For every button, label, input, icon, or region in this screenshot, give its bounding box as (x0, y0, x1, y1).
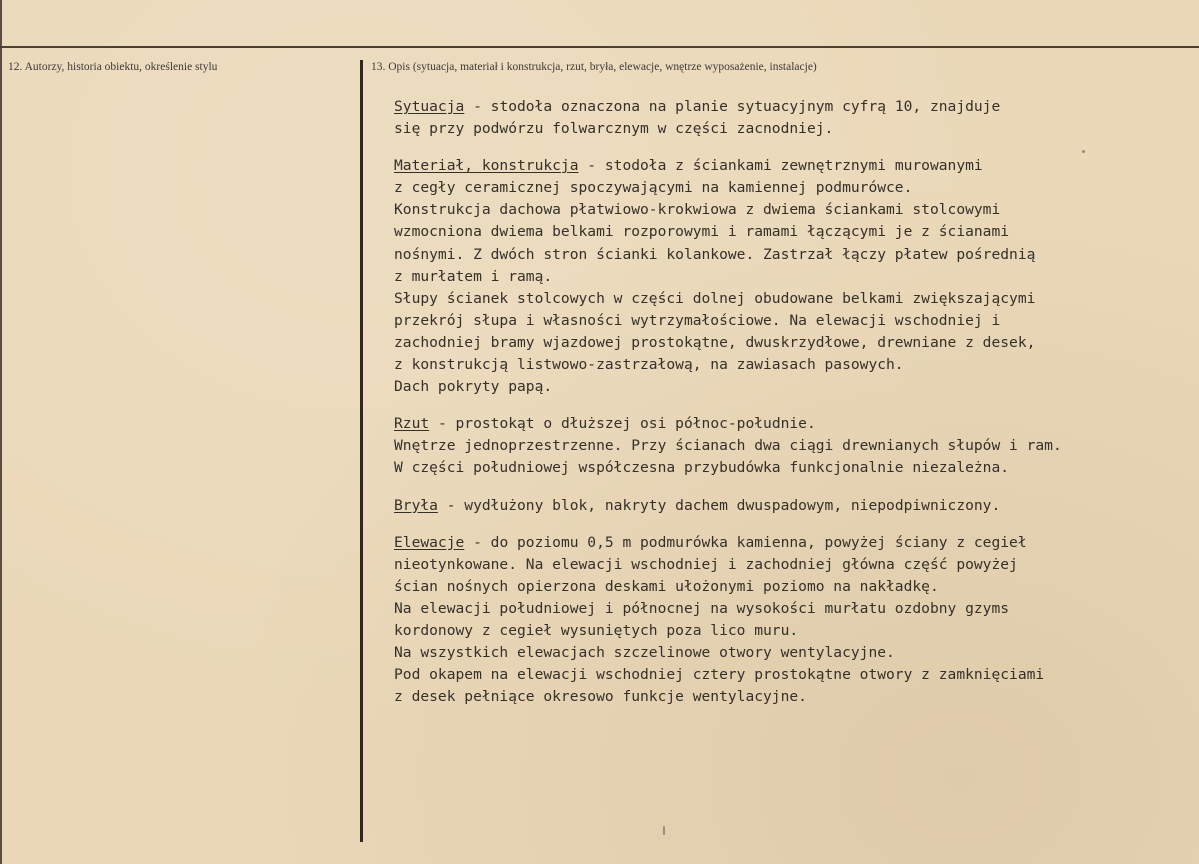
heading-material-konstrukcja: Materiał, konstrukcja (394, 157, 579, 175)
text-line-content: - stodoła oznaczona na planie sytuacyjnym cyfrą 10, znajduje (464, 98, 1001, 115)
text-line-content: - wydłużony blok, nakryty dachem dwuspadowym, niepodpiwniczony. (437, 496, 1001, 514)
section-12-label: 12. Autorzy, historia obiektu, określenie stylu (8, 61, 218, 73)
heading-sytuacja: Sytuacja (394, 98, 465, 115)
heading-rzut: Rzut (394, 415, 430, 433)
text-line: Konstrukcja dachowa płatwiowo-krokwiowa z dwiema ściankami stolcowymi (394, 201, 1001, 219)
text-line (394, 413, 1184, 435)
text-line (394, 532, 1184, 554)
text-line: nieotynkowane. Na elewacji wschodniej i zachodniej główna część powyżej (394, 555, 1018, 573)
text-line (394, 96, 1184, 118)
text-line-content: - prostokąt o dłuższej osi północ-południe. (429, 415, 816, 433)
text-line: z konstrukcją listwowo-zastrzałową, na zawiasach pasowych. (394, 356, 904, 374)
text-line: wzmocniona dwiema belkami rozporowymi i ramami łączącymi je z ścianami (394, 223, 1010, 241)
text-line: zachodniej bramy wjazdowej prostokątne, dwuskrzydłowe, drewniane z desek, (394, 333, 1036, 351)
text-line: się przy podwórzu folwarcznym w części zacnodniej. (394, 120, 834, 138)
header-rule (0, 46, 1199, 48)
text-line: przekrój słupa i własności wytrzymałościowe. Na elewacji wschodniej i (394, 311, 1001, 329)
text-line: z desek pełniące okresowo funkcje wentylacyjne. (394, 688, 807, 706)
paper-speck (663, 826, 665, 835)
paragraph-material-konstrukcja (394, 155, 1184, 398)
text-line: z cegły ceramicznej spoczywającymi na kamiennej podmurówce. (394, 179, 913, 197)
text-line: ścian nośnych opierzona deskami ułożonymi poziomo na nakładkę. (394, 577, 939, 595)
text-line: Na wszystkich elewacjach szczelinowe otwory wentylacyjne. (394, 644, 895, 662)
text-line-content: - do poziomu 0,5 m podmurówka kamienna, powyżej ściany z cegieł (464, 533, 1027, 551)
paragraph-elewacje (394, 532, 1184, 709)
text-line: kordonowy z cegieł wysuniętych poza lico muru. (394, 621, 799, 639)
column-divider (360, 60, 363, 842)
text-line: Pod okapem na elewacji wschodniej cztery prostokątne otwory z zamknięciami (394, 666, 1045, 684)
paragraph-sytuacja (394, 96, 1184, 140)
text-line: Dach pokryty papą. (394, 378, 553, 396)
text-line: W części południowej współczesna przybudówka funkcjonalnie niezależna. (394, 459, 1010, 477)
text-line: z murłatem i ramą. (394, 267, 553, 285)
paragraph-bryla (394, 495, 1184, 517)
sheet-left-edge (0, 0, 2, 864)
text-line: Na elewacji południowej i północnej na wysokości murłatu ozdobny gzyms (394, 599, 1010, 617)
paragraph-rzut (394, 413, 1184, 479)
text-line: Wnętrze jednoprzestrzenne. Przy ścianach dwa ciągi drewnianych słupów i ram. (394, 437, 1062, 455)
paper-speck (1082, 150, 1085, 153)
text-line-content: - stodoła z ściankami zewnętrznymi murowanymi (578, 157, 983, 175)
heading-elewacje: Elewacje (394, 533, 465, 551)
heading-bryla: Bryła (394, 496, 438, 514)
text-line: Słupy ścianek stolcowych w części dolnej obudowane belkami zwiększającymi (394, 289, 1036, 307)
description-text (394, 96, 1184, 723)
text-line: nośnymi. Z dwóch stron ścianki kolankowe. Zastrzał łączy płatew pośrednią (394, 245, 1036, 263)
section-13-label: 13. Opis (sytuacja, materiał i konstrukcja, rzut, bryła, elewacje, wnętrze wyposażenie, instalacje) (371, 61, 817, 73)
text-line (394, 495, 1184, 517)
text-line (394, 155, 1184, 177)
